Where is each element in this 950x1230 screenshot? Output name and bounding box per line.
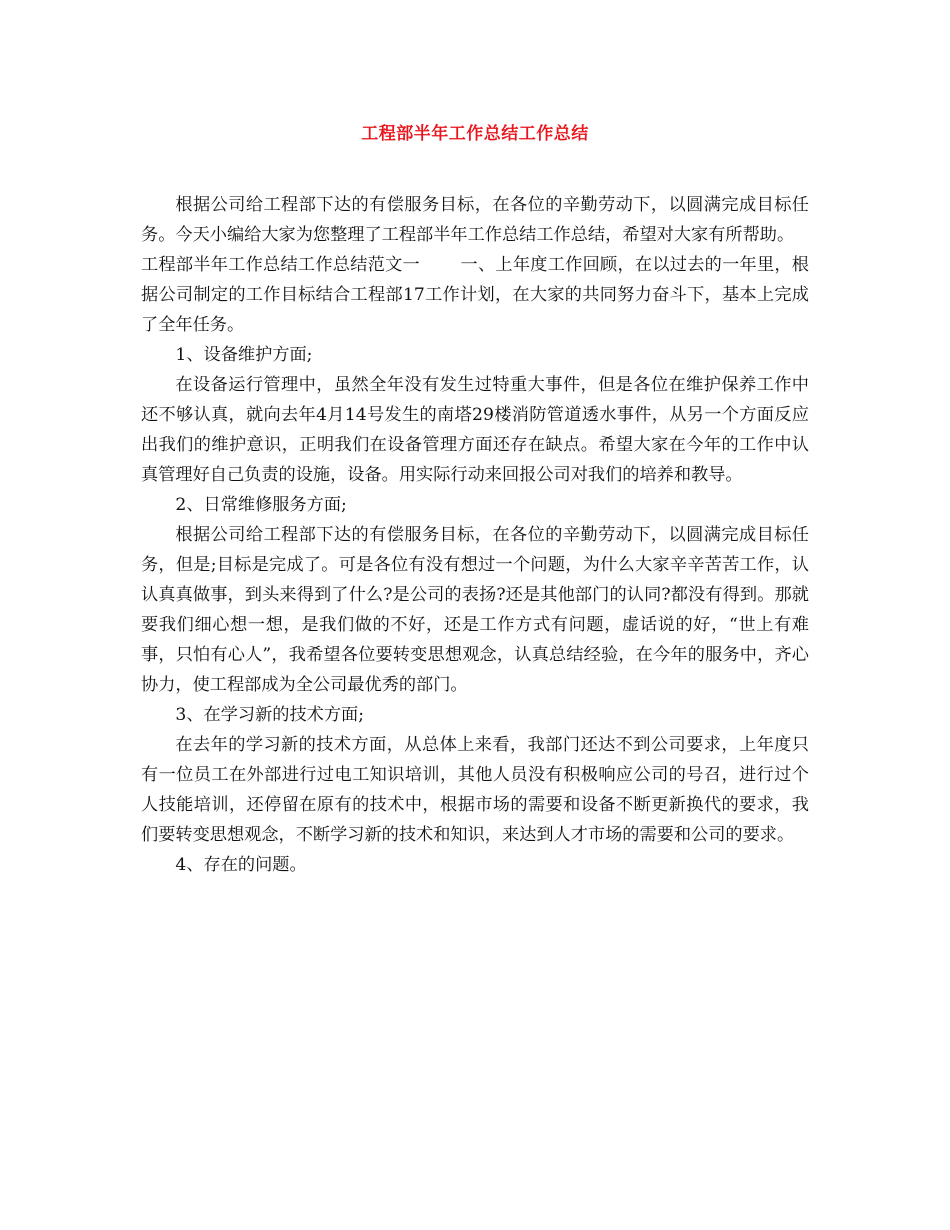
document-body xyxy=(141,190,809,880)
paragraph-intro: 根据公司给工程部下达的有偿服务目标，在各位的辛勤劳动下，以圆满完成目标任务。今天小编给大家为您整理了工程部半年工作总结工作总结，希望对大家有所帮助。 xyxy=(141,195,809,245)
section-heading-equipment: 1、设备维护方面; xyxy=(175,345,313,365)
paragraph-technology: 在去年的学习新的技术方面，从总体上来看，我部门还达不到公司要求，上年度只有一位员工在外部进行过电工知识培训，其他人员没有积极响应公司的号召，进行过个人技能培训，还停留在原有的技术中，根据市场的需要和设备不断更新换代的要求，我们要转变思想观念，不断学习新的技术和知识，来达到人才市场的需要和公司的要求。 xyxy=(141,735,809,845)
paragraph-equipment: 在设备运行管理中，虽然全年没有发生过特重大事件，但是各位在维护保养工作中还不够认真，就向去年4月14号发生的南塔29楼消防管道透水事件，从另一个方面反应出我们的维护意识，正明我们在设备管理方面还存在缺点。希望大家在今年的工作中认真管理好自己负责的设施，设备。用实际行动来回报公司对我们的培养和教导。 xyxy=(141,375,809,485)
section-heading-technology: 3、在学习新的技术方面; xyxy=(175,705,364,725)
section-heading-maintenance: 2、日常维修服务方面; xyxy=(175,495,347,515)
section-heading-problems: 4、存在的问题。 xyxy=(175,855,307,875)
paragraph-sample-heading: 工程部半年工作总结工作总结范文一 一、上年度工作回顾，在以过去的一年里，根据公司制定的工作目标结合工程部17工作计划，在大家的共同努力奋斗下，基本上完成了全年任务。 xyxy=(141,255,809,335)
paragraph-maintenance: 根据公司给工程部下达的有偿服务目标，在各位的辛勤劳动下，以圆满完成目标任务，但是;目标是完成了。可是各位有没有想过一个问题，为什么大家辛辛苦苦工作，认认真真做事，到头来得到了什么?是公司的表扬?还是其他部门的认同?都没有得到。那就要我们细心想一想，是我们做的不好，还是工作方式有问题，虚话说的好，“世上有难事，只怕有心人”，我希望各位要转变思想观念，认真总结经验，在今年的服务中，齐心协力，使工程部成为全公司最优秀的部门。 xyxy=(141,525,809,695)
document-title: 工程部半年工作总结工作总结 xyxy=(361,124,589,144)
